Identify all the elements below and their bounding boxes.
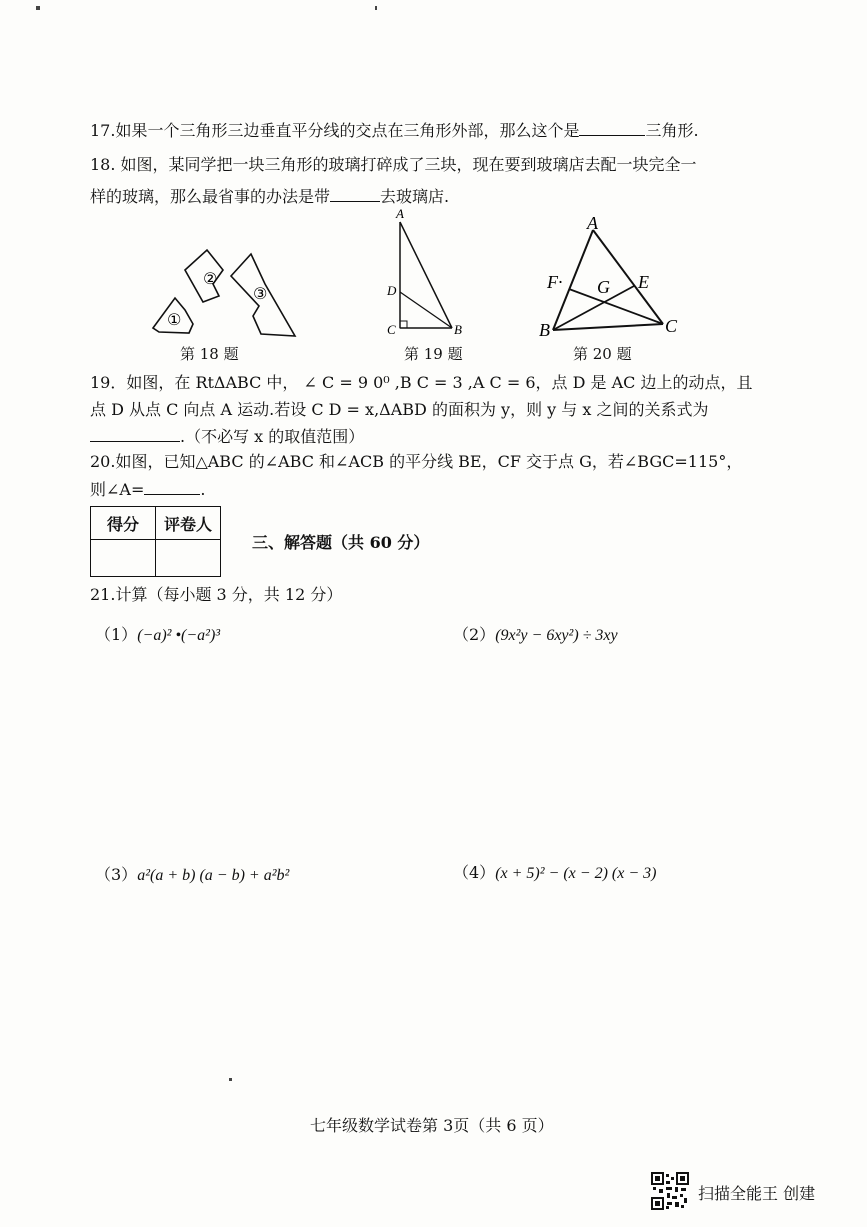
problem-2: [453, 622, 618, 645]
piece-label-2: ②: [203, 269, 218, 288]
q20-text-end: .: [200, 480, 206, 499]
piece-label-3: ③: [253, 284, 268, 303]
score-cell[interactable]: [91, 540, 156, 577]
q17-text: 17.如果一个三角形三边垂直平分线的交点在三角形外部，那么这个是: [90, 121, 580, 140]
q17-text-end: 三角形.: [645, 121, 699, 140]
q18-text: 样的玻璃，那么最省事的办法是带: [90, 187, 331, 206]
label-A: A: [396, 206, 404, 221]
problem-3-number: （3）: [95, 865, 138, 884]
score-table: [90, 506, 221, 577]
section-3-heading: 三、解答题（共 60 分）: [252, 533, 430, 552]
figure-19: [380, 206, 480, 340]
label-A: A: [587, 213, 598, 233]
q19-blank: [90, 425, 180, 442]
scan-mark: [375, 6, 377, 10]
q17-blank: [579, 119, 645, 136]
scanner-watermark: 扫描全能王 创建: [698, 1184, 816, 1203]
piece-label-1: ①: [167, 310, 182, 329]
q20-blank: [144, 478, 200, 495]
question-19-line2: 点 D 从点 C 向点 A 运动.若设 C D = x,ΔABD 的面积为 y，则 y 与 x 之间的关系式为: [90, 400, 709, 419]
question-18-line1: 18. 如图，某同学把一块三角形的玻璃打碎成了三块，现在要到玻璃店去配一块完全一: [90, 155, 697, 174]
figure-18: [145, 240, 310, 345]
label-D: D: [387, 283, 397, 298]
grader-cell[interactable]: [156, 540, 221, 577]
label-C: C: [665, 316, 678, 336]
figure-18-caption: 第 18 题: [180, 345, 239, 363]
grader-header: 评卷人: [156, 507, 221, 540]
question-19-line1: 19．如图，在 RtΔABC 中， ∠ C = 9 0⁰ ,B C = 3 ,A C = 6，点 D 是 AC 边上的动点，且: [90, 373, 753, 392]
problem-3-expression: a²(a + b) (a − b) + a²b²: [137, 867, 290, 884]
problem-4-expression: (x + 5)² − (x − 2) (x − 3): [495, 865, 657, 882]
question-20-line2: [90, 477, 205, 500]
problem-4: [453, 860, 656, 883]
problem-1-number: （1）: [95, 625, 138, 644]
label-F: F·: [547, 272, 563, 292]
q18-text-end: 去玻璃店.: [380, 187, 450, 206]
figure-20-caption: 第 20 题: [573, 345, 632, 363]
question-18-line2: [90, 184, 449, 207]
question-19-line3: [90, 424, 364, 447]
label-B: B: [539, 320, 550, 340]
problem-1-expression: (−a)² •(−a²)³: [137, 627, 221, 644]
score-header: 得分: [91, 507, 156, 540]
q19-text: .（不必写 x 的取值范围）: [180, 427, 365, 446]
scan-mark: [229, 1078, 232, 1081]
page-footer: 七年级数学试卷第 3页（共 6 页）: [310, 1116, 554, 1135]
problem-2-number: （2）: [453, 625, 496, 644]
scan-mark: [36, 6, 40, 10]
question-20-line1: 20.如图，已知△ABC 的∠ABC 和∠ACB 的平分线 BE，CF 交于点 G，若∠BGC=115°，: [90, 452, 743, 471]
problem-2-expression: (9x²y − 6xy²) ÷ 3xy: [495, 627, 618, 644]
figure-19-caption: 第 19 题: [404, 345, 463, 363]
figure-20: [535, 212, 685, 342]
problem-1: [95, 622, 220, 645]
question-21-title: 21.计算（每小题 3 分，共 12 分）: [90, 585, 343, 604]
problem-4-number: （4）: [453, 863, 496, 882]
label-C: C: [387, 322, 396, 337]
label-B: B: [454, 322, 462, 337]
problem-3: [95, 862, 289, 885]
qr-code-icon: [651, 1172, 689, 1210]
q20-text: 则∠A=: [90, 480, 145, 499]
label-E: E: [638, 272, 649, 292]
q18-blank: [330, 185, 380, 202]
question-17: [90, 118, 699, 141]
label-G: G: [597, 277, 610, 297]
